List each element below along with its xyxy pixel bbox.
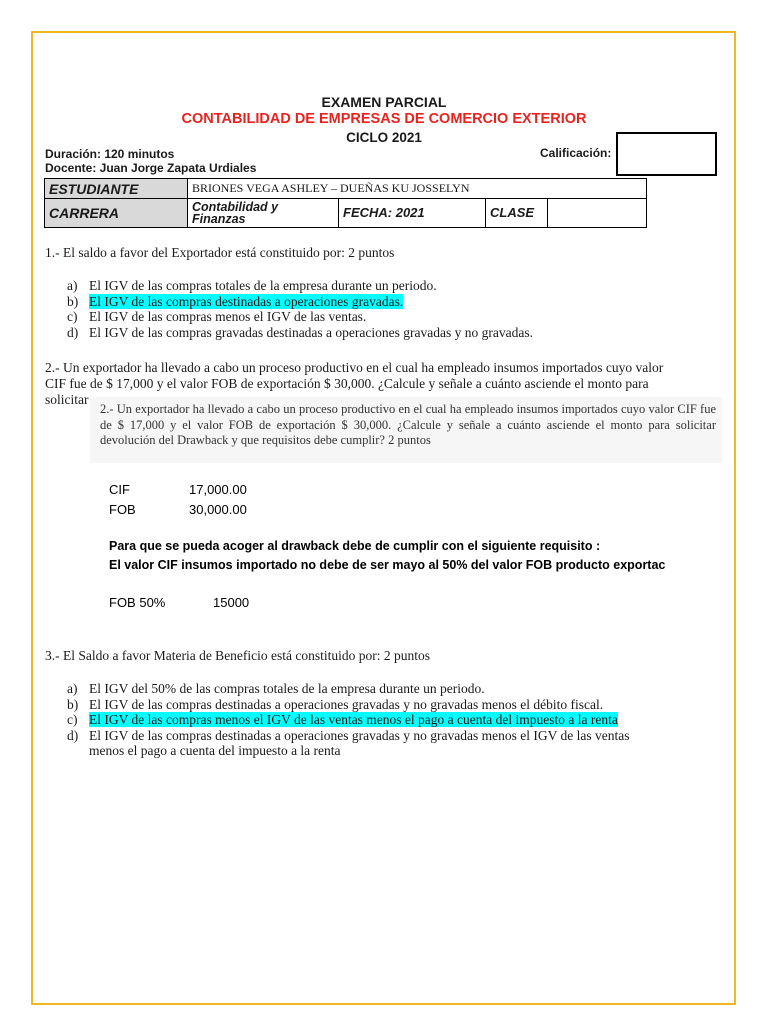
cif-label: CIF bbox=[109, 482, 130, 497]
course-title: CONTABILIDAD DE EMPRESAS DE COMERCIO EXTERIOR bbox=[181, 111, 587, 127]
date-value: FECHA: 2021 bbox=[339, 199, 486, 228]
exam-title: EXAMEN PARCIAL bbox=[321, 94, 447, 110]
q3-option-c: c) El IGV de las compras menos el IGV de las ventas menos el pago a cuenta del impuesto a la renta bbox=[67, 712, 618, 727]
requirement-text: El valor CIF insumos importado no debe de ser mayo al 50% del valor FOB producto exportac bbox=[109, 558, 666, 572]
career-value: Contabilidad y Finanzas bbox=[188, 199, 339, 228]
teacher-label: Docente: Juan Jorge Zapata Urdiales bbox=[45, 161, 257, 175]
question-1-options bbox=[45, 278, 725, 340]
question-2-line-2: CIF fue de $ 17,000 y el valor FOB de exportación $ 30,000. ¿Calcule y señale a cuánto asciende el monto para bbox=[45, 376, 649, 391]
q1-option-c: c) El IGV de las compras menos el IGV de las ventas. bbox=[67, 309, 367, 324]
class-label: CLASE bbox=[486, 199, 548, 228]
cycle-label: CICLO 2021 bbox=[346, 130, 422, 145]
question-2-snippet: 2.- Un exportador ha llevado a cabo un proceso productivo en el cual ha empleado insumos importados cuyo valor CIF fue de $ 17,000 y el valor FOB de exportación $ 30,000. ¿Calcule y señale a cuánto asciende el monto para solicitar devolución del Drawback y que requisitos debe cumplir? 2 puntos bbox=[90, 397, 722, 463]
fob-label: FOB bbox=[109, 502, 136, 517]
q3-option-d: d) El IGV de las compras destinadas a operaciones gravadas y no gravadas menos el IGV de las ventas menos el pago a cuenta del impuesto a la renta bbox=[67, 727, 630, 758]
fob-value: 30,000.00 bbox=[189, 502, 247, 517]
cif-value: 17,000.00 bbox=[189, 482, 247, 497]
grade-box[interactable] bbox=[616, 132, 717, 176]
career-label: CARRERA bbox=[45, 199, 188, 228]
student-info-table bbox=[44, 178, 647, 228]
student-label: ESTUDIANTE bbox=[45, 179, 188, 199]
question-2-line-1: 2.- Un exportador ha llevado a cabo un proceso productivo en el cual ha empleado insumos importados cuyo valor bbox=[45, 360, 664, 375]
q3-option-b: b) El IGV de las compras destinadas a operaciones gravadas y no gravadas menos el débito fiscal. bbox=[67, 696, 604, 712]
q1-option-b: b) El IGV de las compras destinadas a operaciones gravadas. bbox=[67, 293, 404, 309]
duration-label: Duración: 120 minutos bbox=[45, 147, 175, 161]
question-3-options bbox=[45, 681, 727, 759]
student-value: BRIONES VEGA ASHLEY – DUEÑAS KU JOSSELYN bbox=[188, 179, 647, 199]
requirement-title: Para que se pueda acoger al drawback debe de cumplir con el siguiente requisito : bbox=[109, 539, 601, 553]
q1-option-d: d) El IGV de las compras gravadas destinadas a operaciones gravadas y no gravadas. bbox=[67, 324, 533, 340]
grade-label: Calificación: bbox=[540, 146, 612, 160]
question-3-text: 3.- El Saldo a favor Materia de Beneficio está constituido por: 2 puntos bbox=[45, 648, 431, 663]
fob50-label: FOB 50% bbox=[109, 595, 166, 610]
class-value bbox=[548, 199, 647, 228]
q3-option-a: a) El IGV del 50% de las compras totales de la empresa durante un periodo. bbox=[67, 681, 485, 696]
highlighted-answer: El IGV de las compras menos el IGV de las ventas menos el pago a cuenta del impuesto a la renta bbox=[89, 712, 618, 727]
q1-option-a: a) El IGV de las compras totales de la empresa durante un periodo. bbox=[67, 278, 437, 293]
fob50-value: 15000 bbox=[213, 595, 250, 610]
question-1-text: 1.- El saldo a favor del Exportador está constituido por: 2 puntos bbox=[45, 245, 395, 260]
question-2-line-3: solicitar bbox=[45, 392, 89, 407]
highlighted-answer: El IGV de las compras destinadas a operaciones gravadas. bbox=[89, 293, 404, 309]
